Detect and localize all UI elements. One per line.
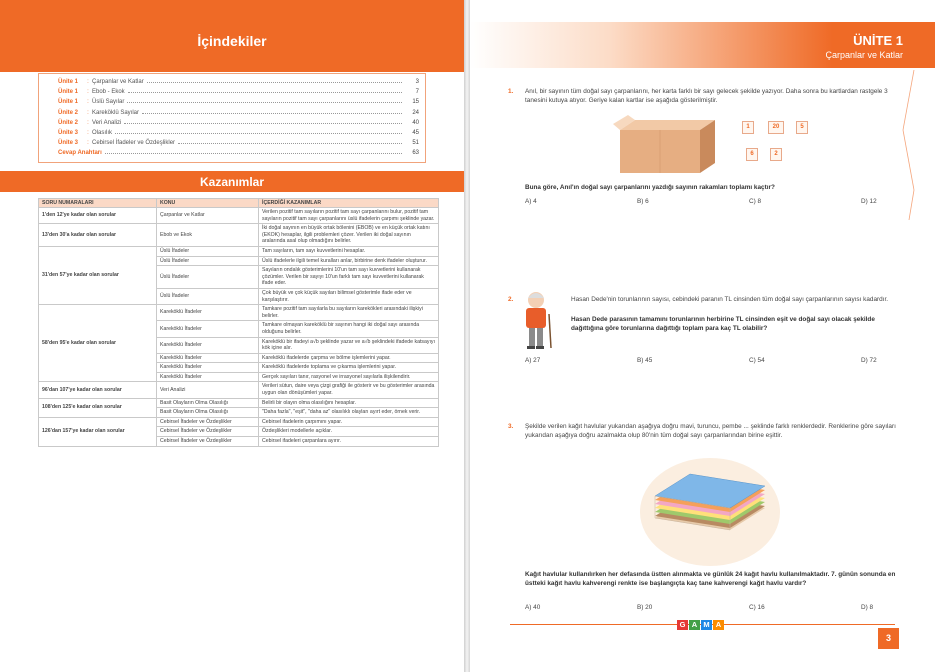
header-kazanim: İÇERDİĞİ KAZANIMLAR [259, 199, 439, 208]
soru-range-cell: 31'den 57'ye kadar olan sorular [39, 246, 157, 304]
toc-separator: : [87, 109, 89, 116]
toc-separator: : [87, 129, 89, 136]
table-row [39, 398, 439, 408]
q3-option-a[interactable]: A) 40 [525, 604, 541, 611]
konu-cell: Kareköklü İfadeler [157, 337, 259, 353]
q1-text: Anıl, bir sayının tüm doğal sayı çarpanlarını, her karta farklı bir sayı gelecek şekilde yazıyor. Daha sonra bu kartlardan rastgele 3 tanesini kutuya atıyor. Geriye kalan kartlar ise aşağıda gösterilmiştir. [525, 88, 888, 104]
q3-number: 3. [508, 423, 514, 430]
card-1: 1 [742, 121, 754, 134]
toc-separator: : [87, 140, 89, 147]
logo-letter-m: M [701, 620, 712, 630]
q1-options [525, 198, 935, 205]
toc-unit: Ünite 3 [58, 129, 79, 136]
konu-cell: Üslü İfadeler [157, 256, 259, 266]
soru-range-cell: 108'den 125'e kadar olan sorular [39, 398, 157, 417]
konu-cell: Üslü İfadeler [157, 288, 259, 304]
toc-item[interactable] [58, 129, 419, 139]
q3-option-b[interactable]: B) 20 [637, 604, 653, 611]
soru-range-cell: 13'den 30'a kadar olan sorular [39, 224, 157, 247]
konu-cell: Kareköklü İfadeler [157, 353, 259, 363]
kazanim-cell: İki doğal sayının en büyük ortak bölenini (EBOB) ve en küçük ortak katını (EKOK) hesaplar, ilgili problemleri çözer. Verilen iki doğal sayının aralarında asal olup olmadığını belirler. [259, 224, 439, 247]
konu-cell: Kareköklü İfadeler [157, 321, 259, 337]
table-row [39, 417, 439, 427]
toc-item[interactable] [58, 98, 419, 108]
card-6: 6 [746, 148, 758, 161]
toc-item[interactable] [58, 119, 419, 129]
konu-cell: Ebob ve Ekok [157, 224, 259, 247]
q2-option-a[interactable]: A) 27 [525, 357, 541, 364]
toc-separator: : [87, 89, 89, 96]
toc-topic: Olasılık [92, 129, 113, 136]
toc-page: 51 [412, 140, 419, 147]
konu-cell: Çarpanlar ve Katlar [157, 208, 259, 224]
q1-number: 1. [508, 88, 514, 95]
toc-unit: Ünite 3 [58, 140, 79, 147]
q3-text: Şekilde verilen kağıt havlular yukarıdan aşağıya doğru mavi, turuncu, pembe ... şeklinde farklı renklerdedir. Renklerine göre sayıları yukarıdan aşağıya doğru azalmakta olup 80'nin tüm doğal sayı çarpanlarından birine eşittir. [525, 423, 896, 439]
q1-option-b[interactable]: B) 6 [637, 198, 649, 205]
q2-option-c[interactable]: C) 54 [749, 357, 765, 364]
toc-item[interactable] [58, 78, 419, 88]
konu-cell: Basit Olayların Olma Olasılığı [157, 398, 259, 408]
unit-title: ÜNİTE 1 [853, 33, 903, 48]
left-page [0, 0, 464, 672]
card-5: 5 [796, 121, 808, 134]
q3-question: Kağıt havlular kullanılırken her defasında üstten alınmakta ve günlük 24 kağıt havlu kullanılmaktadır. 7. günün sonunda en üstteki kağıt havlu kahverengi renkte ise başlangıçta kaç tane kahverengi kağıt havlu vardır? [525, 571, 896, 587]
toc-page: 63 [412, 150, 419, 157]
toc-dots [147, 78, 402, 83]
table-header-row [39, 199, 439, 208]
konu-cell: Kareköklü İfadeler [157, 363, 259, 373]
toc-answers-label: Cevap Anahtarı [58, 150, 102, 157]
kazanim-cell: Tam sayıların, tam sayı kuvvetlerini hesaplar. [259, 246, 439, 256]
kazanimlar-title: Kazanımlar [199, 175, 265, 189]
toc-unit: Ünite 1 [58, 89, 79, 96]
logo-letter-a2: A [713, 620, 724, 630]
toc-dots [124, 119, 402, 124]
kazanim-cell: Belirli bir olayın olma olasılığını hesaplar. [259, 398, 439, 408]
toc-unit: Ünite 2 [58, 109, 79, 116]
q2-number: 2. [508, 296, 514, 303]
contents-title: İçindekiler [197, 33, 267, 49]
kazanim-cell: Tamkare olmayan kareköklü bir sayının hangi iki doğal sayı arasında olduğunu belirler. [259, 321, 439, 337]
toc-item[interactable] [58, 88, 419, 98]
kazanim-cell: Cebirsel ifadeleri çarpanlara ayırır. [259, 437, 439, 447]
toc-topic: Çarpanlar ve Katlar [92, 79, 144, 85]
q3-option-c[interactable]: C) 16 [749, 604, 765, 611]
q2-option-b[interactable]: B) 45 [637, 357, 653, 364]
toc-dots [127, 98, 402, 103]
table-of-contents [38, 73, 426, 163]
toc-separator: : [87, 99, 89, 106]
toc-dots [178, 139, 402, 144]
toc-dots [115, 129, 402, 134]
kazanim-cell: Sayıların ondalık gösterimlerini 10'un tam sayı kuvvetlerini kullanarak çözümler. Verilen bir sayıyı 10'un farklı tam sayı kuvvetlerini kullanarak ifade eder. [259, 266, 439, 289]
toc-page: 24 [412, 109, 419, 116]
table-row [39, 382, 439, 398]
header-konu: KONU [157, 199, 259, 208]
toc-page: 15 [412, 99, 419, 106]
table-row [39, 305, 439, 321]
konu-cell: Üslü İfadeler [157, 246, 259, 256]
konu-cell: Kareköklü İfadeler [157, 305, 259, 321]
q2-options [525, 357, 935, 364]
kazanim-cell: Verileri sütun, daire veya çizgi grafiği ile gösterir ve bu gösterimler arasında uygun olan dönüşümleri yapar. [259, 382, 439, 398]
toc-page: 40 [412, 119, 419, 126]
toc-item[interactable] [58, 109, 419, 119]
toc-page: 3 [415, 79, 419, 85]
q3-option-d[interactable]: D) 8 [861, 604, 874, 611]
paper-towel-stack-icon [640, 458, 780, 566]
toc-unit: Ünite 1 [58, 99, 79, 106]
kazanimlar-table [38, 198, 439, 447]
kazanim-cell: Verilen pozitif tam sayıların pozitif tam sayı çarpanlarını bulur, pozitif tam sayıların pozitif tam sayı çarpanlarını üslü ifadelerin çarpımı şeklinde yazar. [259, 208, 439, 224]
soru-range-cell: 126'dan 157'ye kadar olan sorular [39, 417, 157, 446]
soru-range-cell: 58'den 95'e kadar olan sorular [39, 305, 157, 382]
toc-item[interactable] [58, 139, 419, 149]
q1-question: Buna göre, Anıl'ın doğal sayı çarpanlarını yazdığı sayının rakamları toplamı kaçtır? [525, 184, 775, 191]
q1-option-a[interactable]: A) 4 [525, 198, 537, 205]
toc-topic: Üslü Sayılar [92, 99, 125, 106]
logo-letter-g: G [677, 620, 688, 630]
kazanim-cell: Üslü ifadelerle ilgili temel kuralları anlar, birbirine denk ifadeler oluşturur. [259, 256, 439, 266]
toc-page: 45 [412, 129, 419, 136]
toc-topic: Cebirsel İfadeler ve Özdeşlikler [92, 140, 176, 147]
q1-option-d[interactable]: D) 12 [861, 198, 877, 205]
page-number: 3 [878, 628, 899, 649]
logo-letter-a: A [689, 620, 700, 630]
grandfather-illustration-icon [520, 290, 556, 352]
q2-text: Hasan Dede'nin torunlarının sayısı, cebindeki paranın TL cinsinden tüm doğal sayı çarpanlarının sayısı kadardır. [571, 296, 889, 303]
card-2: 2 [770, 148, 782, 161]
kazanim-cell: Özdeşlikleri modellerle açıklar. [259, 427, 439, 437]
konu-cell: Cebirsel İfadeler ve Özdeşlikler [157, 427, 259, 437]
soru-range-cell: 1'den 12'ye kadar olan sorular [39, 208, 157, 224]
q2-question: Hasan Dede parasının tamamını torunlarının herbirine TL cinsinden eşit ve doğal sayı olacak şekilde dağıttığına göre torunlarına dağıttığı toplam para kaç TL olabilir? [571, 316, 875, 332]
table-row [39, 208, 439, 224]
konu-cell: Veri Analizi [157, 382, 259, 398]
q3-options [525, 604, 935, 611]
kazanim-cell: Gerçek sayıları tanır, rasyonel ve irrasyonel sayılarla ilişkilendirir. [259, 372, 439, 382]
kazanim-cell: "Daha fazla", "eşit", "daha az" olasılıklı olayları ayırt eder, örnek verir. [259, 408, 439, 418]
box-illustration-icon [610, 115, 725, 177]
toc-unit: Ünite 2 [58, 119, 79, 126]
konu-cell: Cebirsel İfadeler ve Özdeşlikler [157, 417, 259, 427]
table-row [39, 246, 439, 256]
kazanim-cell: Kareköklü bir ifadeyi a√b şeklinde yazar ve a√b şeklindeki ifadede katsayıyı kök içine alır. [259, 337, 439, 353]
card-20: 20 [768, 121, 784, 134]
soru-range-cell: 96'dan 107'ye kadar olan sorular [39, 382, 157, 398]
unit-subtitle: Çarpanlar ve Katlar [825, 50, 903, 60]
konu-cell: Üslü İfadeler [157, 266, 259, 289]
toc-topic: Veri Analizi [92, 119, 122, 126]
toc-dots [105, 149, 402, 154]
right-page [470, 0, 935, 672]
table-row [39, 224, 439, 247]
toc-unit: Ünite 1 [58, 79, 79, 85]
toc-page: 7 [415, 89, 419, 96]
toc-topic: Kareköklü Sayılar [92, 109, 140, 116]
kazanim-cell: Çok büyük ve çok küçük sayıları bilimsel gösterimle ifade eder ve karşılaştırır. [259, 288, 439, 304]
kazanim-cell: Kareköklü ifadelerde çarpma ve bölme işlemlerini yapar. [259, 353, 439, 363]
konu-cell: Basit Olayların Olma Olasılığı [157, 408, 259, 418]
toc-item-answers[interactable] [58, 149, 419, 159]
kazanim-cell: Tamkare pozitif tam sayılarla bu sayıların karekökleri arasındaki ilişkiyi belirler. [259, 305, 439, 321]
publisher-logo [677, 620, 725, 630]
konu-cell: Kareköklü İfadeler [157, 372, 259, 382]
q1-option-c[interactable]: C) 8 [749, 198, 762, 205]
toc-topic: Ebob - Ekok [92, 89, 125, 96]
konu-cell: Cebirsel İfadeler ve Özdeşlikler [157, 437, 259, 447]
header-soru: SORU NUMARALARI [39, 199, 157, 208]
q2-option-d[interactable]: D) 72 [861, 357, 877, 364]
toc-dots [142, 109, 402, 114]
kazanim-cell: Kareköklü ifadelerde toplama ve çıkarma işlemlerini yapar. [259, 363, 439, 373]
kazanim-cell: Cebirsel ifadelerin çarpımını yapar. [259, 417, 439, 427]
toc-separator: : [87, 79, 89, 85]
toc-separator: : [87, 119, 89, 126]
toc-dots [128, 88, 402, 93]
